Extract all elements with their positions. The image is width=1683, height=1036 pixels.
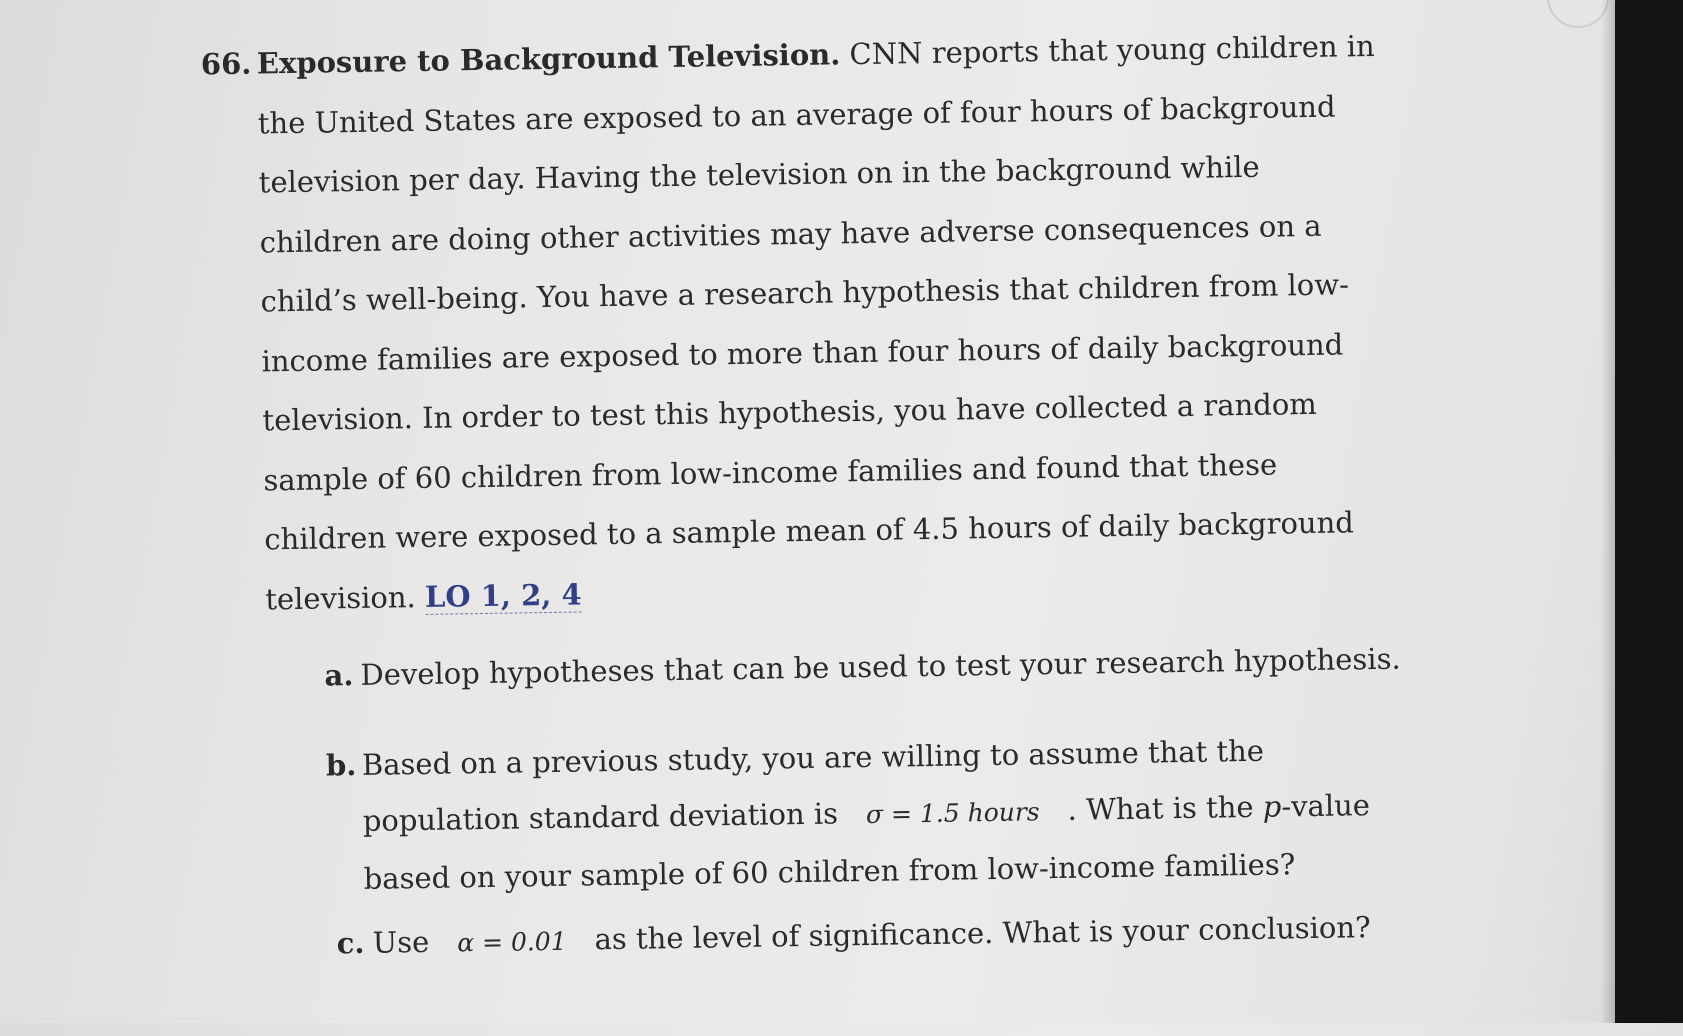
part-b-text: population standard deviation is xyxy=(362,796,839,838)
problem-text-line: income families are exposed to more than four hours of daily background xyxy=(261,326,1344,378)
part-b-text: . What is the xyxy=(1067,789,1264,827)
part-c-text: as the level of significance. What is your conclusion? xyxy=(594,910,1371,957)
problem-title: Exposure to Background Television. xyxy=(256,37,841,81)
problem-text-line: television per day. Having the television on in the background while xyxy=(258,149,1260,200)
part-b-text: -value xyxy=(1281,788,1371,824)
problem-text-line: television. xyxy=(265,579,426,616)
problem-text-line: sample of 60 children from low-income families and found that these xyxy=(263,447,1278,497)
problem-66 xyxy=(200,17,1375,630)
problem-text-line: the United States are exposed to an average of four hours of background xyxy=(257,89,1336,140)
problem-text-line: children are doing other activities may have adverse consequences on a xyxy=(259,208,1322,259)
monitor-bezel xyxy=(1615,0,1683,1023)
part-b xyxy=(325,721,1371,907)
part-a xyxy=(324,631,1401,703)
part-b-line-3: based on your sample of 60 children from low-income families? xyxy=(363,847,1296,896)
problem-number: 66. xyxy=(200,46,252,82)
alpha-expression: α = 0.01 xyxy=(457,926,567,958)
part-a-text: Develop hypotheses that can be used to test your research hypothesis. xyxy=(360,641,1401,692)
part-a-label: a. xyxy=(324,658,354,693)
p-italic: p xyxy=(1262,789,1282,824)
problem-text-line: child’s well-being. You have a research hypothesis that children from low- xyxy=(260,267,1350,319)
problem-text-line: television. In order to test this hypothesis, you have collected a random xyxy=(262,386,1318,438)
part-b-label: b. xyxy=(325,748,357,783)
sigma-expression: σ = 1.5 hours xyxy=(865,797,1040,829)
part-b-text: Based on a previous study, you are willing to assume that the xyxy=(361,733,1265,782)
part-c xyxy=(336,899,1371,973)
learning-objectives-link[interactable]: LO 1, 2, 4 xyxy=(424,576,582,614)
problem-text-line: CNN reports that young children in xyxy=(840,28,1375,72)
part-c-label: c. xyxy=(336,925,365,961)
problem-text-line: children were exposed to a sample mean of 4.5 hours of daily background xyxy=(264,505,1355,557)
part-c-text: Use xyxy=(372,924,430,960)
